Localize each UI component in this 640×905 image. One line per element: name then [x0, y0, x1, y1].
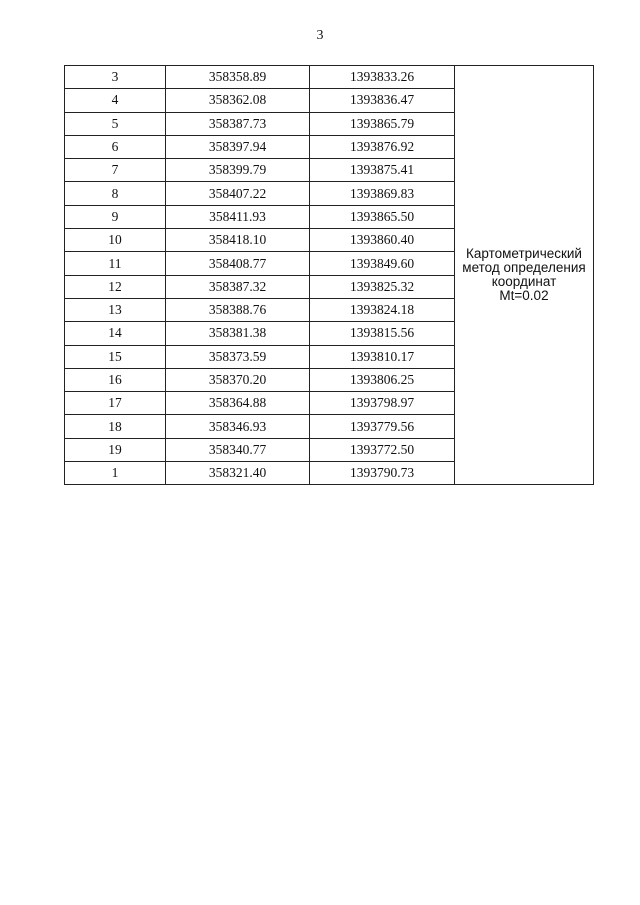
- y-coordinate-cell: 1393790.73: [310, 462, 455, 485]
- point-number-cell: 1: [65, 462, 166, 485]
- x-coordinate-cell: 358373.59: [166, 345, 310, 368]
- point-number-cell: 12: [65, 275, 166, 298]
- point-number-cell: 11: [65, 252, 166, 275]
- x-coordinate-cell: 358388.76: [166, 298, 310, 321]
- y-coordinate-cell: 1393849.60: [310, 252, 455, 275]
- y-coordinate-cell: 1393836.47: [310, 89, 455, 112]
- x-coordinate-cell: 358408.77: [166, 252, 310, 275]
- y-coordinate-cell: 1393860.40: [310, 229, 455, 252]
- x-coordinate-cell: 358411.93: [166, 205, 310, 228]
- x-coordinate-cell: 358387.73: [166, 112, 310, 135]
- point-number-cell: 5: [65, 112, 166, 135]
- y-coordinate-cell: 1393865.79: [310, 112, 455, 135]
- table-row: [65, 66, 594, 89]
- coordinates-table: [64, 65, 594, 485]
- point-number-cell: 4: [65, 89, 166, 112]
- y-coordinate-cell: 1393824.18: [310, 298, 455, 321]
- x-coordinate-cell: 358364.88: [166, 392, 310, 415]
- page-number: 3: [316, 28, 324, 43]
- x-coordinate-cell: 358399.79: [166, 159, 310, 182]
- y-coordinate-cell: 1393875.41: [310, 159, 455, 182]
- x-coordinate-cell: 358381.38: [166, 322, 310, 345]
- point-number-cell: 6: [65, 135, 166, 158]
- x-coordinate-cell: 358346.93: [166, 415, 310, 438]
- point-number-cell: 18: [65, 415, 166, 438]
- y-coordinate-cell: 1393865.50: [310, 205, 455, 228]
- y-coordinate-cell: 1393815.56: [310, 322, 455, 345]
- method-note-cell: [455, 66, 594, 485]
- method-note-line: Картометрический: [466, 246, 582, 262]
- y-coordinate-cell: 1393798.97: [310, 392, 455, 415]
- x-coordinate-cell: 358387.32: [166, 275, 310, 298]
- x-coordinate-cell: 358362.08: [166, 89, 310, 112]
- point-number-cell: 13: [65, 298, 166, 321]
- x-coordinate-cell: 358397.94: [166, 135, 310, 158]
- x-coordinate-cell: 358340.77: [166, 438, 310, 461]
- y-coordinate-cell: 1393779.56: [310, 415, 455, 438]
- point-number-cell: 8: [65, 182, 166, 205]
- point-number-cell: 15: [65, 345, 166, 368]
- x-coordinate-cell: 358418.10: [166, 229, 310, 252]
- y-coordinate-cell: 1393806.25: [310, 368, 455, 391]
- y-coordinate-cell: 1393810.17: [310, 345, 455, 368]
- point-number-cell: 9: [65, 205, 166, 228]
- method-note-line: координат: [491, 274, 557, 290]
- coordinates-table-body: [65, 66, 594, 485]
- y-coordinate-cell: 1393876.92: [310, 135, 455, 158]
- x-coordinate-cell: 358370.20: [166, 368, 310, 391]
- x-coordinate-cell: 358358.89: [166, 66, 310, 89]
- x-coordinate-cell: 358321.40: [166, 462, 310, 485]
- point-number-cell: 19: [65, 438, 166, 461]
- point-number-cell: 7: [65, 159, 166, 182]
- method-note-line: Mt=0.02: [499, 288, 549, 304]
- method-note-line: метод определения: [462, 260, 586, 276]
- x-coordinate-cell: 358407.22: [166, 182, 310, 205]
- y-coordinate-cell: 1393869.83: [310, 182, 455, 205]
- y-coordinate-cell: 1393825.32: [310, 275, 455, 298]
- y-coordinate-cell: 1393772.50: [310, 438, 455, 461]
- point-number-cell: 14: [65, 322, 166, 345]
- y-coordinate-cell: 1393833.26: [310, 66, 455, 89]
- point-number-cell: 16: [65, 368, 166, 391]
- point-number-cell: 3: [65, 66, 166, 89]
- point-number-cell: 17: [65, 392, 166, 415]
- point-number-cell: 10: [65, 229, 166, 252]
